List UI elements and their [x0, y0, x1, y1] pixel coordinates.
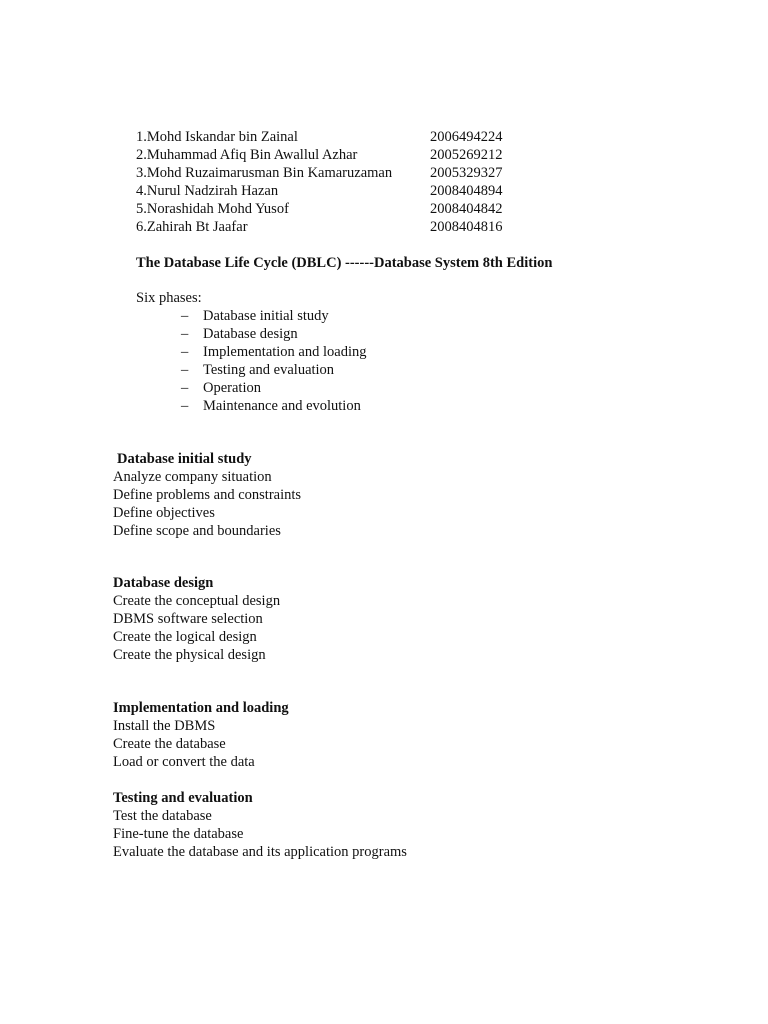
member-row	[136, 218, 536, 236]
member-name: Mohd Ruzaimarusman Bin Kamaruzaman	[146, 165, 393, 181]
phases-list	[181, 307, 367, 415]
section-testing-and-evaluation	[113, 789, 407, 861]
dash-bullet: –	[181, 380, 189, 396]
section-step: Create the database	[113, 736, 226, 752]
section-implementation-and-loading	[113, 699, 289, 771]
member-number: 4.	[136, 183, 147, 199]
member-id: 2005269212	[430, 147, 503, 163]
phase-item	[181, 325, 367, 343]
member-number: 3.	[136, 165, 147, 181]
phases-intro: Six phases:	[136, 290, 202, 306]
section-step: Define problems and constraints	[113, 487, 302, 503]
dash-bullet: –	[181, 326, 189, 342]
phase-item	[181, 307, 367, 325]
phase-label: Testing and evaluation	[203, 362, 335, 378]
member-name: Mohd Iskandar bin Zainal	[146, 129, 298, 145]
section-step: Test the database	[113, 808, 212, 824]
section-step: Define objectives	[113, 505, 215, 521]
phase-label: Operation	[203, 380, 261, 396]
member-row	[136, 182, 536, 200]
member-id: 2005329327	[430, 165, 503, 181]
member-row	[136, 128, 536, 146]
document-title: The Database Life Cycle (DBLC) ------Database System 8th Edition	[136, 255, 553, 271]
member-name: Zahirah Bt Jaafar	[146, 219, 248, 235]
member-id: 2008404816	[430, 219, 503, 235]
section-step: Create the logical design	[113, 629, 257, 645]
phase-label: Maintenance and evolution	[203, 398, 361, 414]
member-name: Nurul Nadzirah Hazan	[146, 183, 279, 199]
member-number: 1.	[136, 129, 147, 145]
section-step: Evaluate the database and its application programs	[113, 844, 407, 860]
member-row	[136, 146, 536, 164]
member-number: 5.	[136, 201, 147, 217]
member-id: 2008404894	[430, 183, 503, 199]
member-id: 2008404842	[430, 201, 503, 217]
dash-bullet: –	[181, 344, 189, 360]
section-step: Analyze company situation	[113, 469, 272, 485]
member-list	[136, 128, 536, 236]
dash-bullet: –	[181, 308, 189, 324]
section-heading: Database design	[113, 575, 214, 591]
section-step: Define scope and boundaries	[113, 523, 281, 539]
phase-item	[181, 361, 367, 379]
section-heading: Database initial study	[117, 451, 252, 467]
member-id: 2006494224	[430, 129, 503, 145]
phase-item	[181, 379, 367, 397]
section-step: DBMS software selection	[113, 611, 263, 627]
section-step: Install the DBMS	[113, 718, 216, 734]
member-number: 6.	[136, 219, 147, 235]
dash-bullet: –	[181, 362, 189, 378]
dash-bullet: –	[181, 398, 189, 414]
section-step: Create the physical design	[113, 647, 266, 663]
section-heading: Implementation and loading	[113, 700, 289, 716]
section-database-design	[113, 574, 280, 664]
member-name: Norashidah Mohd Yusof	[146, 201, 289, 217]
phase-item	[181, 397, 367, 415]
phase-label: Database initial study	[203, 308, 329, 324]
section-step: Create the conceptual design	[113, 593, 281, 609]
section-step: Load or convert the data	[113, 754, 255, 770]
member-number: 2.	[136, 147, 147, 163]
section-database-initial-study	[113, 450, 301, 540]
member-name: Muhammad Afiq Bin Awallul Azhar	[146, 147, 358, 163]
section-heading: Testing and evaluation	[113, 790, 253, 806]
phase-item	[181, 343, 367, 361]
member-row	[136, 200, 536, 218]
section-step: Fine-tune the database	[113, 826, 244, 842]
member-row	[136, 164, 536, 182]
phase-label: Database design	[203, 326, 298, 342]
phase-label: Implementation and loading	[203, 344, 367, 360]
